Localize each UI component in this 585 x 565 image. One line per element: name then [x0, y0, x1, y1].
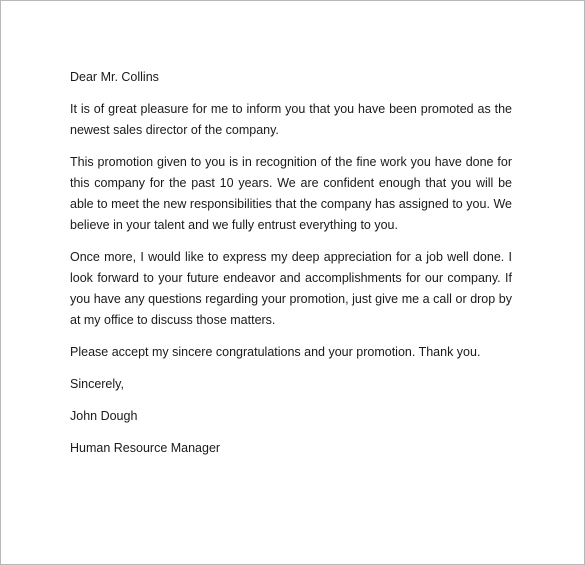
salutation: Dear Mr. Collins: [70, 70, 159, 84]
letter-body: [70, 67, 512, 459]
paragraph-promotion-notice: It is of great pleasure for me to inform you that you have been promoted as the newest sales director of the company.: [70, 102, 512, 137]
signer-title: Human Resource Manager: [70, 441, 221, 455]
paragraph-appreciation: Once more, I would like to express my deep appreciation for a job well done. I look forward to your future endeavor and accomplishments for our company. If you have any questions regarding your promotion, just give me a call or drop by at my office to discuss those matters.: [70, 250, 512, 327]
paragraph-congratulations: Please accept my sincere congratulations and your promotion. Thank you.: [70, 345, 481, 359]
paragraph-recognition: This promotion given to you is in recognition of the fine work you have done for this company for the past 10 years. We are confident enough that you will be able to meet the new responsibilities that the company has assigned to you. We believe in your talent and we fully entrust everything to you.: [70, 155, 512, 232]
closing: Sincerely,: [70, 377, 124, 391]
signer-name: John Dough: [70, 409, 138, 423]
